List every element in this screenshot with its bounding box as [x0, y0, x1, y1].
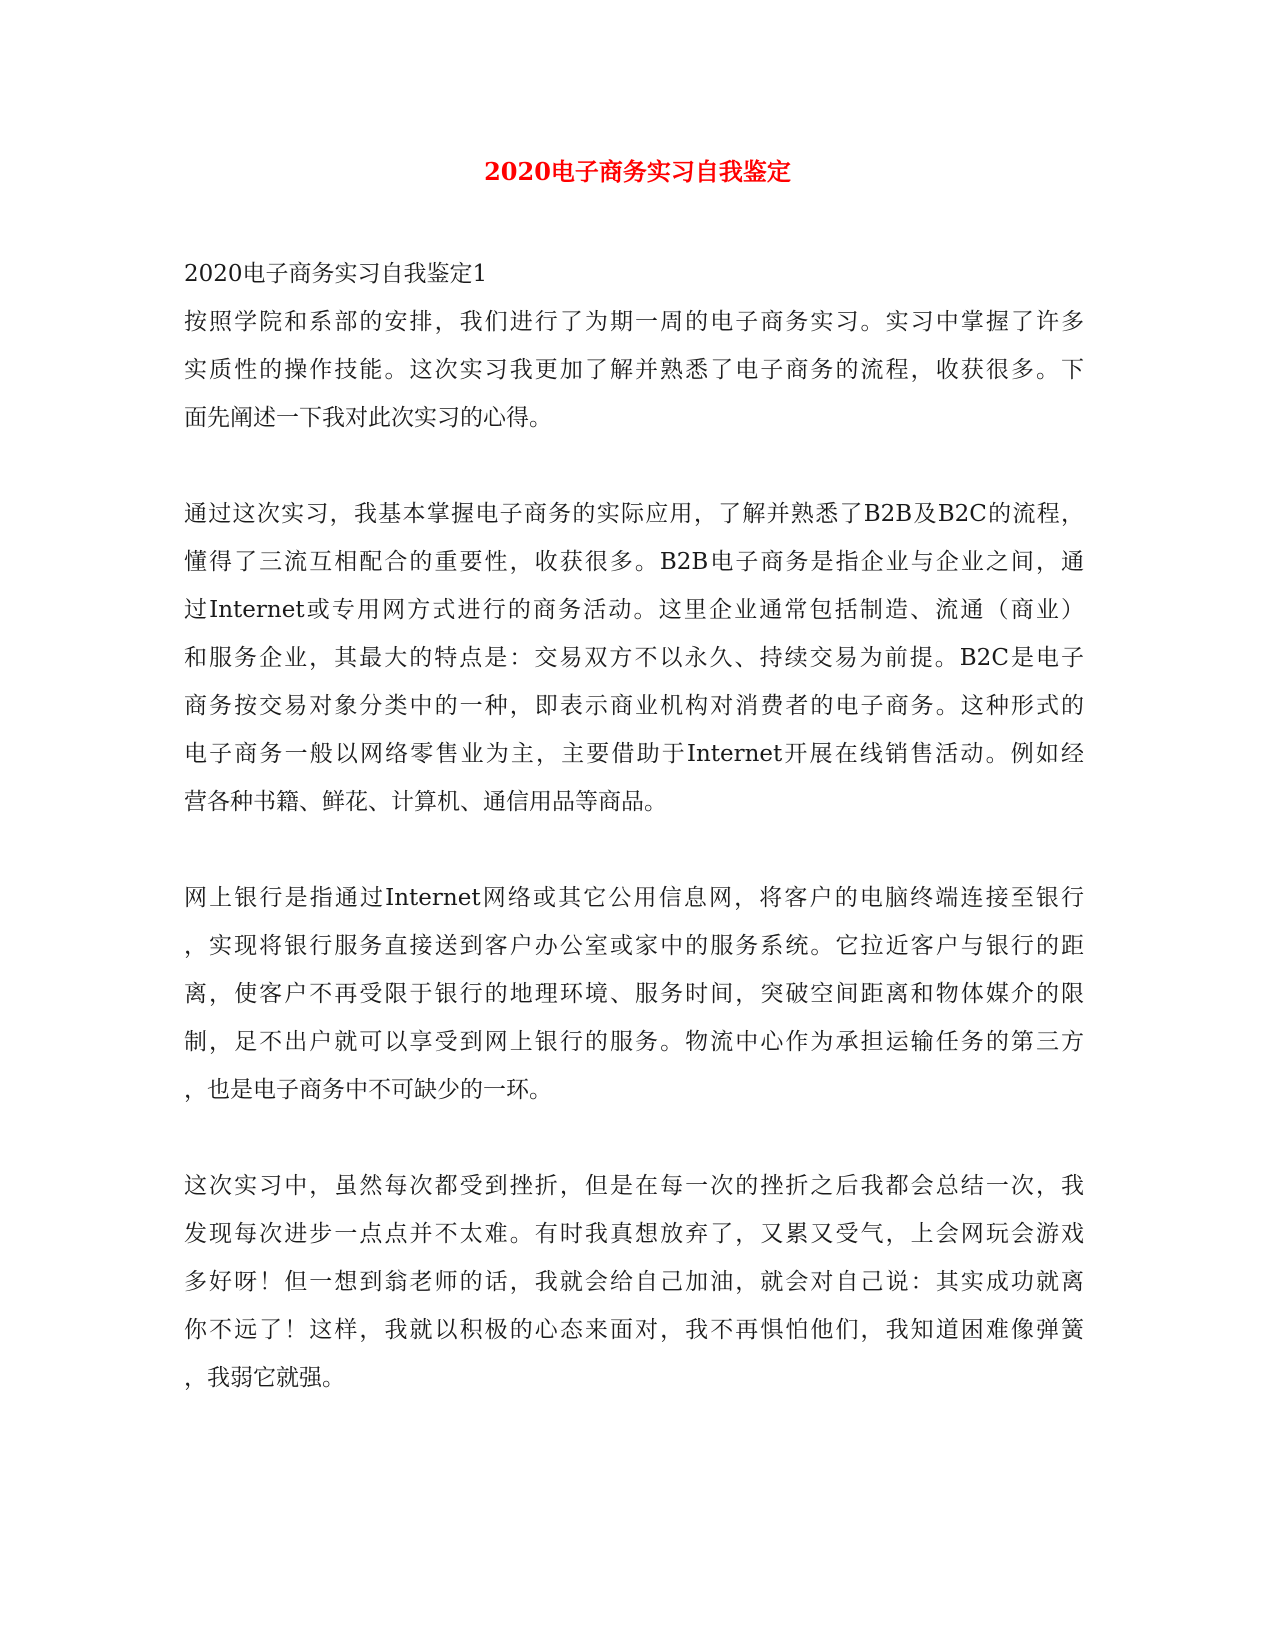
paragraph-line: 你不远了！这样，我就以积极的心态来面对，我不再惧怕他们，我知道困难像弹簧	[184, 1317, 1084, 1343]
paragraph-line: ，也是电子商务中不可缺少的一环。	[184, 1077, 552, 1103]
paragraph-line: 面先阐述一下我对此次实习的心得。	[184, 405, 552, 431]
paragraph-spacer	[184, 442, 1084, 490]
paragraph-3	[184, 874, 1084, 1114]
paragraph-line: 商务按交易对象分类中的一种，即表示商业机构对消费者的电子商务。这种形式的	[184, 693, 1084, 719]
paragraph-line: ，我弱它就强。	[184, 1365, 345, 1391]
paragraph-4	[184, 1162, 1084, 1402]
document-body	[184, 250, 1084, 1402]
paragraph-line: 离，使客户不再受限于银行的地理环境、服务时间，突破空间距离和物体媒介的限	[184, 981, 1084, 1007]
paragraph-line: 发现每次进步一点点并不太难。有时我真想放弃了，又累又受气，上会网玩会游戏	[184, 1221, 1084, 1247]
paragraph-line: 多好呀！但一想到翁老师的话，我就会给自己加油，就会对自己说：其实成功就离	[184, 1269, 1084, 1295]
paragraph-line: 营各种书籍、鲜花、计算机、通信用品等商品。	[184, 789, 667, 815]
paragraph-line: 电子商务一般以网络零售业为主，主要借助于Internet开展在线销售活动。例如经	[184, 741, 1084, 767]
paragraph-line: 网上银行是指通过Internet网络或其它公用信息网，将客户的电脑终端连接至银行	[184, 885, 1084, 911]
paragraph-spacer	[184, 826, 1084, 874]
paragraph-2	[184, 490, 1084, 826]
paragraph-line: ，实现将银行服务直接送到客户办公室或家中的服务系统。它拉近客户与银行的距	[184, 933, 1084, 959]
paragraph-spacer	[184, 1114, 1084, 1162]
paragraph-line: 过Internet或专用网方式进行的商务活动。这里企业通常包括制造、流通（商业）	[184, 597, 1084, 623]
paragraph-line: 通过这次实习，我基本掌握电子商务的实际应用，了解并熟悉了B2B及B2C的流程，	[184, 501, 1084, 527]
paragraph-line: 实质性的操作技能。这次实习我更加了解并熟悉了电子商务的流程，收获很多。下	[184, 357, 1084, 383]
paragraph-line: 懂得了三流互相配合的重要性，收获很多。B2B电子商务是指企业与企业之间，通	[184, 549, 1084, 575]
paragraph-line: 按照学院和系部的安排，我们进行了为期一周的电子商务实习。实习中掌握了许多	[184, 309, 1084, 335]
paragraph-line: 和服务企业，其最大的特点是：交易双方不以永久、持续交易为前提。B2C是电子	[184, 645, 1084, 671]
section-subheading: 2020电子商务实习自我鉴定1	[184, 261, 488, 287]
paragraph-line: 这次实习中，虽然每次都受到挫折，但是在每一次的挫折之后我都会总结一次，我	[184, 1173, 1084, 1199]
paragraph-line: 制，足不出户就可以享受到网上银行的服务。物流中心作为承担运输任务的第三方	[184, 1029, 1084, 1055]
document-title: 2020电子商务实习自我鉴定	[484, 157, 791, 186]
paragraph-1	[184, 298, 1084, 442]
